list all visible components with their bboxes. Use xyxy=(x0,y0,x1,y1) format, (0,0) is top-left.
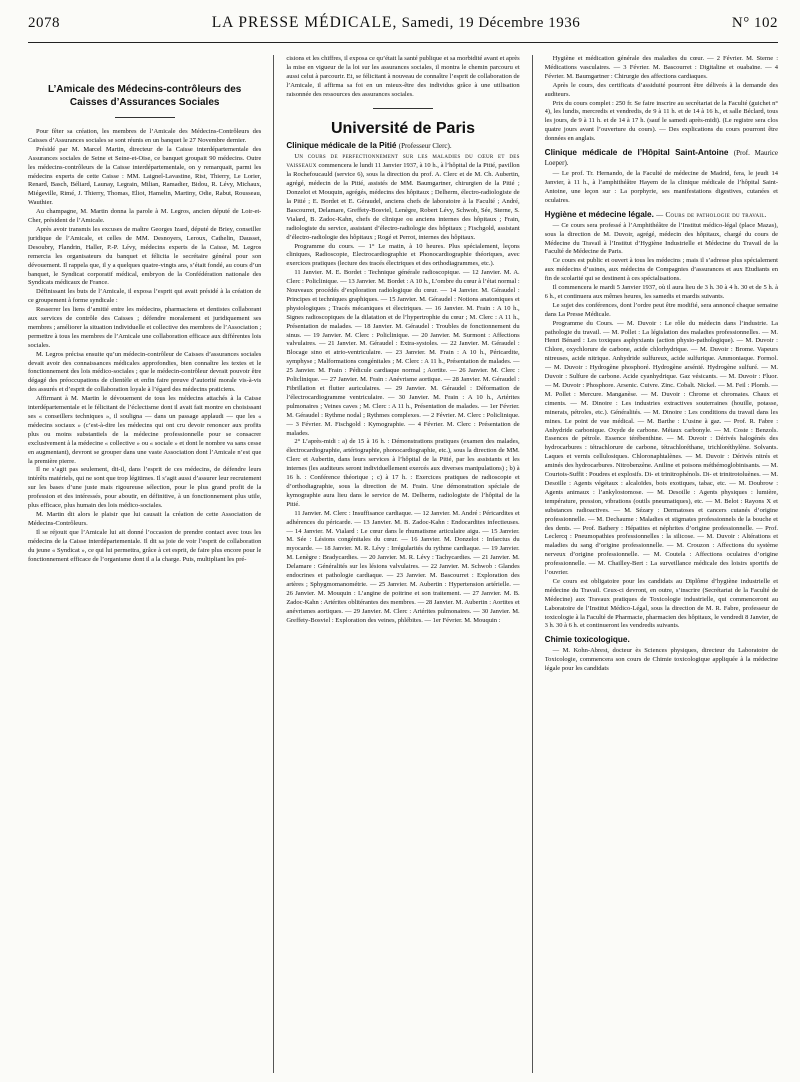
section-divider xyxy=(373,108,433,109)
clinic-saint-antoine-professor: (Prof. Maurice Loeper). xyxy=(544,149,778,168)
pitie-program-end xyxy=(545,55,778,144)
columns xyxy=(28,55,778,1073)
clinic-saint-antoine-text: — Le prof. Tr. Hernando, de la Faculté de médecine de Madrid, fera, le jeudi 14 Janvier, à 11 h., à l’amphithéâtre Hayem de la clinique médicale de l’hôpital Saint-Antoine, une leçon sur : La porphyrie, ses manifestations digestives, cutanées et oculaires. xyxy=(544,170,778,204)
paragraph: Resserrer les liens d’amitié entre les médecins, pharmaciens et dentistes collaborant aux services de contrôle des Caisses ; défendre moralement et juridiquement ses membres ; améliorer la situation individuelle et collective des membres de l’Association ; permettre à tous les membres de l’Amicale une collaboration efficace aux différentes lois sociales. xyxy=(28,306,262,349)
chimie-title: Chimie toxicologique. xyxy=(544,635,630,645)
article-body-amicale xyxy=(28,128,261,564)
paragraph: Il se réjouit que l’Amicale lui ait donné l’occasion de prendre contact avec tous les médecins de la Caisse interdépartementale. Il dit sa joie de voir l’esprit de collaboration du jeune « Syndicat », ce qui lui permettra, grâce à cet esprit, de faire plus encore pour le fonctionnement efficace de l’organisme dont il a la charge. Puis, multipliant les pré- xyxy=(28,528,262,563)
paragraph: M. Martin dit alors le plaisir que lui causait la création de cette Association de Médecins-Contrôleurs. xyxy=(28,510,262,527)
paragraph: Programme du Cours. — M. Duvoir : Le rôle du médecin dans l’industrie. La pathologie du travail. — M. Pollet : La législation des maladies professionnelles. — M. Henri Bénard : Les toxiques asphyxiants (action physio-pathologique). — M. Duvoir : Chlore, oxychlorure de carbone, acide chlorhydrique. — M. Duvoir : Brome. Vapeurs nitreuses, acide nitrique. Anhydride sulfureux, acide sulfurique. Ammoniaque. Formol. — M. Duvoir : Hydrogène phosphoré. Hydrogène arsénié. Hydrogène sulfuré. — M. Duvoir : Sulfure de carbone. Acide cyanhydrique. Gaz vésicants. — M. Duvoir : Fluor. — M. Duvoir : Phosphore. Arsenic. Cuivre. Zinc. Cobalt. Nickel. — M. Feil : Plomb. — M. Pollet : Mercure. Manganèse. — M. Duvoir : Chrome et chromates. Chaux et ciments. — M. Dinoire : Les industries extractives souterraines (houille, potasse, minerais, pétroles, etc.). Généralités. — M. Dinoire : Les conditions du travail dans les mines. Le point de vue médical. — M. Barthe : L’usine à gaz. — Prof. R. Fabre : Anhydride carbonique. Oxyde de carbone. Métaux carbonyle. — M. Coste : Benzols. Essences de pétrole. Essence térébenthine. — M. Duvoir : Dérivés halogénés des hydrocarbures : tétrachlorure de carbone, tétrachloréthane, trichloréthylène. Solvants. Laques et vernis cellulosiques. Chloronaphtalènes. — M. Duvoir : Dérivés nitrés et aminés des hydrocarbures. Nitrobenzène. Aniline et poisons méthémoglobinisants. — M. Courtois-Suffit : Poudres et explosifs. Di- et trinitrophénols. Di- et trinitrotoluènes. — M. Desoille : Agents végétaux : alcaloïdes, bois exotiques, tabac, etc. — M. Doubrow : Agents animaux : l’ankylostomose. — M. Desoille : Agents physiques : lumière, température, pression, vibrations (outils pneumatiques), etc. — M. Belot : Rayons X et substances radioactives. — M. Sézary : Dermatoses et cancers cutanés d’origine professionnelle. — M. Dechaume : Maladies et stigmates professionnels de la bouche et des dents. — Prof. Bathery : Hépatites et néphrites d’origine professionnelle. — Prof. Leclercq : Pneumopathies professionnelles : la silicose. — M. Duvoir : Altérations et maladies du sang d’origine professionnelle. — M. Crouzon : Affections du système nerveux d’origine professionnelle. — M. Coutela : Affections oculaires d’origine professionnelle. — M. Chailley-Bert : La surveillance médicale des loisirs sportifs de l’ouvrier. xyxy=(544,319,778,577)
paragraph: Prix du cours complet : 250 fr. Se faire inscrire au secrétariat de la Faculté (guichet n° 4), les lundis, mercredis et vendredis, de 9 à 11 h. et de 14 à 16 h., et salle Béclard, tous les jours, de 9 à 11 h. et de 14 à 17 h. (sauf le samedi après-midi). (Le registre sera clos quatre jours avant l’ouverture du cours). — Des explications du cours pourront être données en anglais. xyxy=(544,99,778,143)
clinic-pitie-professor: (Professeur Clerc). xyxy=(398,142,452,151)
paragraph: Programme du cours. — 1° Le matin, à 10 heures. Plus spécialement, leçons cliniques, Radioscopie, Electrocardiographie et Phonocardiographie théoriques, avec exercices pratiques (lecture des tracés électriques et des orthodiagrammes, etc.). xyxy=(286,242,520,268)
header-rule xyxy=(28,42,778,43)
paragraph: Affirmant à M. Martin le dévouement de tous les médecins attachés à la Caisse interdépartementale et le félicitant de l’éclectisme dont il avait fait montre en choisissant ses « conseillers techniques », il souligna — dans un passage applaudi — que les « médecins sociaux » (c’est-à-dire les médecins qui ont cru devoir renoncer aux profits plus ou moins substantiels de la médecine professionnelle pour se consacrer exclusivement à la médecine « collective » ou « sociale » et dont le nombre va sans cesse en augmentant), devront se grouper dans une vaste Association dont l’Amicale n’est que la première pierre. xyxy=(28,395,262,465)
paragraph: Après avoir transmis les excuses de maître Georges Izard, député de Briey, conseiller juridique de l’Amicale, et celles de MM. Desnoyers, Leroux, Cathelin, Dausset, Desoubry, Flandrin, Haller, P.-P. Lévy, médecins experts de la Caisse, M. Legros remercia les organisateurs du banquet et félicita le secrétaire général pour son dévouement. Il rappela que, il y a quelques quatre-vingts ans, s’était fondé, au cours d’un banquet, le Syndicat corporatif médical, embryon de la Confédération nationale des Syndicats médicaux de France. xyxy=(28,225,262,287)
column-2 xyxy=(286,55,519,1073)
paragraph: Après le cours, des certificats d’assiduité pourront être délivrés à la demande des auditeurs. xyxy=(544,81,778,98)
title-divider xyxy=(115,117,175,118)
paragraph: 11 Janvier. M. Clerc : Insuffisance cardiaque. — 12 Janvier. M. André : Péricardites et adhérences du péricarde. — 13 Janvier. M. B. Zadoc-Kahn : Endocardites infectieuses. — 14 Janvier. M. Vialard : Le cœur dans le rhumatisme articulaire aigu. — 15 Janvier. M. Sée : Lésions congénitales du cœur. — 16 Janvier. M. Donzelot : Infarctus du myocarde. — 18 Janvier. M. R. Lévy : Irrégularités du rythme cardiaque. — 19 Janvier. M. Lenègre : Bradycardies. — 20 Janvier. M. R. Lévy : Tachycardies. — 21 Janvier. M. Delamare : Généralités sur les lésions valvulaires. — 22 Janvier. M. Schwob : Glandes endocrines et pathologie cardiaque. — 23 Janvier. M. Bascourret : Exploration des artères ; Sphygmomanométrie. — 25 Janvier. M. Aubertin : Hypertension artérielle. — 26 Janvier. M. Mouquin : L’angine de poitrine et son traitement. — 27 Janvier. M. B. Zadoc-Kahn : Artérites oblitérantes des membres. — 28 Janvier. M. Aubertin : Aortites et anévrismes aortiques. — 29 Janvier. M. Clerc : Artérites pulmonaires. — 30 Janvier. M. Greffety-Bosviel : Exploration des veines, phlébites. — 1er Février. M. Mouquin : xyxy=(286,509,520,624)
paragraph: Présidé par M. Marcel Martin, directeur de la Caisse interdépartementale des Assurances sociales de Seine et Seine-et-Oise, ce banquet groupait 90 médecins. Outre les médecins-contrôleurs de la Caisse interdépartementale, on y remarquait, parmi les médecins experts de cette Caisse : MM. Laignel-Lavastine, Rist, Thierry, Le Lorier, Renard, Basch, Béliard, Launay, Legrain, Milian, Ramadier, Bidou, R. Lévy, Michaux, Miégeville, Rimé, J. Thierry, Thomas, Eliot, Hamelin, Martiny, Odie, Rabut, Rousseau, Wauthier. xyxy=(28,145,262,207)
paragraph: 11 Janvier. M. E. Bordet : Technique générale radioscopique. — 12 Janvier. M. A. Clerc : Policlinique. — 13 Janvier. M. Bordet : A 10 h., L’ombre du cœur à l’état normal : Nouveaux procédés d’exploration radiologique du cœur. — 14 Janvier. M. Géraudel : Principes et techniques graphiques. — 15 Janvier. M. Géraudel : Notions anatomiques et physiologiques ; Tracés mécaniques et électriques. — 16 Janvier. M. Frain : A 10 h., Signes radioscopiques de la dilatation et de l’hypertrophie du cœur ; M. Clerc : A 11 h., Présentation de malades. — 18 Janvier. M. Géraudel : Troubles de fonctionnement du sinus. — 19 Janvier. M. Clerc : Policlinique. — 20 Janvier. M. Surmont : Affections valvulaires. — 21 Janvier. M. Géraudel : Extra-systoles. — 22 Janvier. M. Géraudel : Blocage sino et atrio-ventriculaire. — 23 Janvier. M. Frain : A 10 h., Péricardite, symphyse ; Malformations congénitales ; M. Clerc : A 11 h., Présentation de malades. — 25 Janvier. M. Frain : Pédicule cardiaque normal ; Aortite. — 26 Janvier. M. Clerc : Policlinique. — 27 Janvier. M. Frain : Anévrisme aortique. — 28 Janvier. M. Géraudel : Fibrillation et flutter auriculaires. — 29 Janvier. M. Géraudel : Déformation de l’électrocardiogramme ventriculaire. — 30 Janvier. M. Frain : A 10 h., Artérites pulmonaires ; Veines caves ; M. Clerc : A 11 h., Présentation de malades. — 1er Février. M. Géraudel : Rythme nodal ; Rythmes complexes. — 2 Février. M. Clerc : Policlinique. — 3 Février. M. Fischgold : Kymographie. — 4 Février. M. Clerc : Présentation de malades. xyxy=(286,269,520,437)
hygiene-course: — Cours de pathologie du travail. xyxy=(656,210,767,219)
paragraph: Ce cours est public et ouvert à tous les médecins ; mais il s’adresse plus spécialement aux médecins d’usines, aux médecins de Compagnies d’assurances et aux Etudiants en fin de scolarité qui se destinent à ces spécialisations. xyxy=(544,257,778,283)
paragraph: Au champagne, M. Martin donna la parole à M. Legros, ancien député de Loir-et-Cher, président de l’Amicale. xyxy=(28,208,262,225)
page-number: 2078 xyxy=(28,15,60,31)
paragraph: Le sujet des conférences, dont l’ordre peut être modifié, sera annoncé chaque semaine dans La Presse Médicale. xyxy=(544,301,778,318)
hygiene-title xyxy=(545,210,778,220)
paragraph: 2° L’après-midi : a) de 15 à 16 h. : Démonstrations pratiques (examen des malades, électrocardiographie, artériographie, phonocardiographie, etc.), sous la direction de MM. Clerc et Aubertin, dans leurs services à l’hôpital de la Pitié, par les assistants et les internes (les auditeurs seront individuellement exercés aux diverses manipulations) ; b) à 16 h. : Conférence théorique ; c) à 17 h. : Exercices pratiques de radioscopie et d’orthodiagraphie, sous la direction de M. Frain. Une démonstration spéciale de kymographie aura lieu dans le service de M. Delherm, radiologiste de l’hôpital de la Pitié. xyxy=(286,438,520,508)
paragraph: — Ce cours sera professé à l’Amphithéâtre de l’Institut médico-légal (place Mazas), sous la direction de M. Duvoir, agrégé, médecin des hôpitaux, chargé du cours de Médecine du Travail à l’Institut d’Hygiène Industrielle et Médecine du Travail de la Faculté de Médecine de Paris. xyxy=(544,221,778,256)
column-divider xyxy=(532,55,533,1073)
paragraph: Il ne s’agit pas seulement, dit-il, dans l’esprit de ces médecins, de défendre leurs intérêts matériels, qui ne sont que trop légitimes. Il s’agit aussi d’assurer leur recrutement sur les bases d’une juste mais rigoureuse sélection, pour le plus grand profit de la profession et des intéressés, pour aboutir, en définitive, à un fonctionnement plus utile, plus efficace, plus humain des lois médico-sociales. xyxy=(28,466,262,510)
paragraph: Il commencera le mardi 5 Janvier 1937, où il aura lieu de 3 h. 30 à 4 h. 30 et de 5 h. à 6 h., et continuera aux mêmes heures, les samedis et mardis suivants. xyxy=(544,284,778,300)
lead-rest: commencera le lundi 11 Janvier 1937, à 10 h., à l’hôpital de la Pitié, pavillon la Rochefoucauld (service 6), sous la direction du prof. A. Clerc et de M. Ch. Aubertin, agrégé, médecin de la Pitié, assistés de MM. Baumgartner, chirurgien de la Pitié ; Donzelot et Mouquin, agrégés, médecins des hôpitaux ; Delherm, électro-radiologiste de la Pitié ; E. Bordet et E. Géraudel, anciens chefs de laboratoire à la Faculté ; André, Bascourret, Delamare, Greffety-Bosviel, Lenègre, Robert Lévy, Schwob, Sée, Sterne, S. Vialard, B. Zadoc-Kahn, chefs de clinique ou anciens internes des hôpitaux ; Frain, radiologiste du service, assistant d’électro-radiologie des hôpitaux ; Fischgold, assistant d’électro-radiologie des hôpitaux ; Rogé et Perrot, internes des hôpitaux. xyxy=(286,162,520,241)
issue-date: Samedi, 19 Décembre 1936 xyxy=(401,15,581,31)
clinic-pitie-lead xyxy=(286,153,519,242)
journal-title: LA PRESSE MÉDICALE, xyxy=(211,14,398,31)
clinic-pitie-title xyxy=(286,141,519,151)
article-continuation: cisions et les chiffres, il exposa ce qu’était la santé publique et sa morbidité avant et après la mise en vigueur de la loi sur les assurances sociales, il montra le chemin parcouru et aussi celui à parcourir. Et, se félicitant à nouveau de connaître l’esprit de collaboration de l’Amicale, il affirma sa foi en un mieux-être des individus grâce à une utilisation raisonnée des ressources des assurances sociales. xyxy=(286,55,520,98)
column-divider xyxy=(273,55,274,1073)
clinic-pitie-program xyxy=(286,243,519,626)
chimie-text: — M. Kohn-Abrest, docteur ès Sciences physiques, directeur du Laboratoire de Toxicologie, commencera son cours de Chimie toxicologique appliquée à la médecine légale pour les candidats xyxy=(544,647,778,673)
paragraph: Ce cours est obligatoire pour les candidats au Diplôme d’hygiène industrielle et médecine du Travail. Ceux-ci devront, en outre, s’inscrire (Secrétariat de la Faculté de Médecine) aux Travaux pratiques de Toxicologie industrielle, qui commenceront au Laboratoire de l’Institut Médico-Légal, sous la direction de M. R. Fabre, professeur de toxicologie à la Faculté de Pharmacie, pharmacien des hôpitaux, le vendredi 8 Janvier, de 3 h. 30 à 6 h. et continueront les vendredis suivants. xyxy=(544,577,778,630)
clinic-saint-antoine-title xyxy=(545,148,778,168)
journal-title-line xyxy=(212,14,581,32)
page-header xyxy=(28,14,778,38)
hygiene-body xyxy=(545,222,778,632)
paragraph: Pour fêter sa création, les membres de l’Amicale des Médecins-Contrôleurs des Caisses d’Assurances sociales se sont réunis en un banquet le 27 Novembre dernier. xyxy=(28,128,262,144)
lead-small-caps: Un cours de perfectionnement sur les maladies du cœur et des vaisseaux xyxy=(286,153,520,170)
paragraph: Définissant les buts de l’Amicale, il exposa l’esprit qui avait présidé à la création de ce groupement à forme syndicale : xyxy=(28,288,262,305)
article-title-amicale: L’Amicale des Médecins-contrôleurs des Caisses d’Assurances Sociales xyxy=(47,84,242,108)
paragraph: M. Legros précisa ensuite qu’un médecin-contrôleur de Caisses d’assurances sociales devait avoir des connaissances médicales approfondies, bien connaître les textes et le fonctionnement des lois médico-sociales ; que le médecin-contrôleur devrait pouvoir être dégagé des préoccupations de clientèle et enfin faire preuve d’autorité morale vis-à-vis des assurés et d’esprit de collaboration loyale à l’égard des médecins praticiens. xyxy=(28,350,262,394)
paragraph: Hygiène et médication générale des maladies du cœur. — 2 Février. M. Sterne : Médications vasculaires. — 3 Février. M. Bascourret : Digitaline et ouabaïne. — 4 Février. M. Baumgartner : Chirurgie des affections cardiaques. xyxy=(544,55,778,80)
section-title-universite: Université de Paris xyxy=(330,119,476,137)
issue-number: N° 102 xyxy=(731,15,778,31)
column-3 xyxy=(545,55,778,1073)
clinic-saint-antoine-name: Clinique médicale de l’Hôpital Saint-Antoine xyxy=(544,148,729,158)
column-1 xyxy=(28,55,261,1073)
hygiene-name: Hygiène et médecine légale. xyxy=(544,209,654,219)
clinic-pitie-name: Clinique médicale de la Pitié xyxy=(286,141,397,151)
